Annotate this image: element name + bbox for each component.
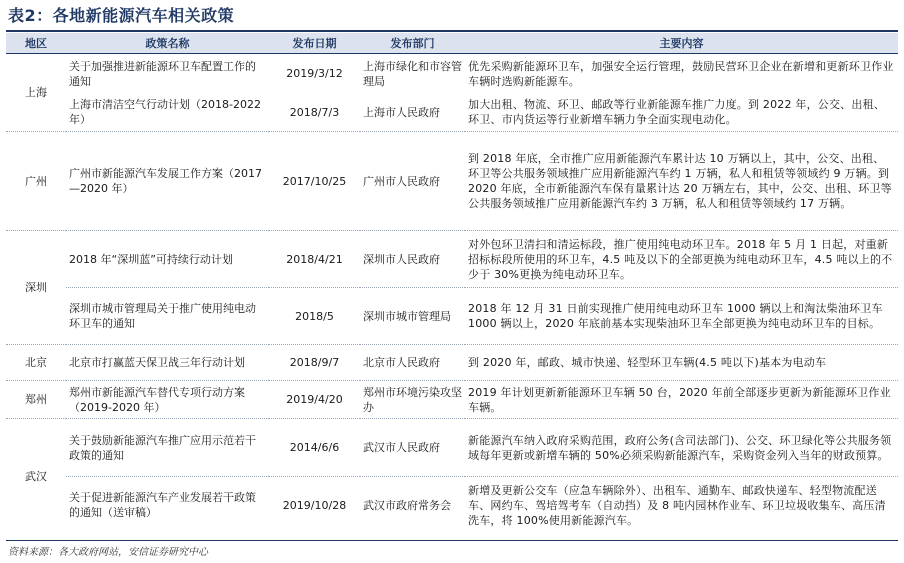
- header-policy: 政策名称: [66, 33, 269, 54]
- table-row: [6, 345, 898, 381]
- header-dept: 发布部门: [360, 33, 465, 54]
- content-cell: 2019 年计划更新新能源环卫车辆 50 台，2020 年前全部逐步更新为新能源环卫作业车辆。: [465, 381, 898, 419]
- content-cell: 优先采购新能源环卫车，加强安全运行管理，鼓励民营环卫企业在新增和更新环卫作业车辆时选购新能源车。: [468, 59, 894, 88]
- date-cell: 2017/10/25: [269, 132, 360, 231]
- content-cell: 对外包环卫清扫和清运标段，推广使用纯电动环卫车。2018 年 5 月 1 日起，对重新招标标段所使用的环卫车，4.5 吨及以下的全部更换为纯电动环卫车，4.5 吨以上的不少于 30%更换为纯电动环卫车。: [465, 231, 898, 288]
- date-cell: 2019/3/12: [286, 67, 343, 81]
- date-cell: 2018/7/3: [289, 105, 340, 119]
- table-row: [6, 231, 898, 288]
- policy-name-cell: 上海市清洁空气行动计划（2018-2022 年）: [69, 98, 261, 127]
- policy-name-cell: 深圳市城市管理局关于推广使用纯电动环卫车的通知: [66, 288, 269, 345]
- date-cell: 2019/4/20: [269, 381, 360, 419]
- header-region: 地区: [6, 33, 66, 54]
- dept-cell: 深圳市人民政府: [360, 231, 465, 288]
- region-cell: 深圳: [6, 231, 66, 345]
- policy-name-cell: 关于鼓励新能源汽车推广应用示范若干政策的通知: [66, 419, 269, 477]
- dept-cell: 上海市绿化和市容管理局: [363, 59, 462, 88]
- dept-cell: 广州市人民政府: [360, 132, 465, 231]
- bottom-rule: [6, 540, 898, 541]
- region-cell: 北京: [6, 345, 66, 381]
- table-row: [6, 477, 898, 534]
- policy-name-cell: 关于促进新能源汽车产业发展若干政策的通知（送审稿）: [66, 477, 269, 534]
- table-row: [6, 288, 898, 345]
- header-row: [6, 33, 898, 54]
- top-rule: [6, 30, 898, 32]
- region-cell: 郑州: [6, 381, 66, 419]
- content-cell: 加大出租、物流、环卫、邮政等行业新能源车推广力度。到 2022 年，公交、出租、环卫、市内货运等行业新增车辆力争全面实现电动化。: [468, 98, 885, 127]
- table-row: [6, 419, 898, 477]
- date-cell: 2019/10/28: [269, 477, 360, 534]
- policy-name-cell: 关于加强推进新能源环卫车配置工作的通知: [69, 59, 256, 88]
- policy-name-cell: 广州市新能源汽车发展工作方案（2017—2020 年）: [66, 132, 269, 231]
- policy-name-cell: 郑州市新能源汽车替代专项行动方案（2019-2020 年）: [66, 381, 269, 419]
- table-row: [6, 94, 898, 132]
- dept-cell: 上海市人民政府: [363, 105, 440, 119]
- date-cell: 2018/9/7: [269, 345, 360, 381]
- date-cell: 2014/6/6: [269, 419, 360, 477]
- table-row: [6, 54, 898, 94]
- dept-cell: 武汉市政府常务会: [360, 477, 465, 534]
- content-cell: 2018 年 12 月 31 日前实现推广使用纯电动环卫车 1000 辆以上和淘汰柴油环卫车 1000 辆以上，2020 年底前基本实现柴油环卫车全部更换为纯电动环卫车的目标。: [465, 288, 898, 345]
- date-cell: 2018/4/21: [269, 231, 360, 288]
- content-cell: 到 2020 年，邮政、城市快递、轻型环卫车辆(4.5 吨以下)基本为电动车: [465, 345, 898, 381]
- header-date: 发布日期: [269, 33, 360, 54]
- dept-cell: 郑州市环境污染攻坚办: [360, 381, 465, 419]
- header-content: 主要内容: [465, 33, 898, 54]
- policy-name-cell: 2018 年“深圳蓝”可持续行动计划: [66, 231, 269, 288]
- dept-cell: 深圳市城市管理局: [360, 288, 465, 345]
- region-cell: 武汉: [6, 419, 66, 534]
- dept-cell: 武汉市人民政府: [360, 419, 465, 477]
- table-row: [6, 381, 898, 419]
- content-cell: 新增及更新公交车（应急车辆除外）、出租车、通勤车、邮政快递车、轻型物流配送车、网约车、驾培驾考车（自动挡）及 8 吨内园林作业车、环卫垃圾收集车、高压清洗车，将 100%使用新能源汽车。: [465, 477, 898, 534]
- content-cell: 新能源汽车纳入政府采购范围，政府公务(含司法部门)、公交、环卫绿化等公共服务领域每年更新或新增车辆的 50%必须采购新能源汽车，采购资金列入当年的财政预算。: [465, 419, 898, 477]
- policy-name-cell: 北京市打赢蓝天保卫战三年行动计划: [66, 345, 269, 381]
- source-note: 资料来源：各大政府网站，安信证券研究中心: [8, 547, 208, 558]
- table-row: [6, 132, 898, 231]
- dept-cell: 北京市人民政府: [360, 345, 465, 381]
- date-cell: 2018/5: [269, 288, 360, 345]
- region-cell: 上海: [25, 86, 47, 99]
- region-cell: 广州: [6, 132, 66, 231]
- table-title: 表2：各地新能源汽车相关政策: [8, 6, 235, 25]
- policy-table: [6, 33, 898, 534]
- content-cell: 到 2018 年底，全市推广应用新能源汽车累计达 10 万辆以上，其中，公交、出租、环卫等公共服务领域推广应用新能源汽车约 1 万辆，私人和租赁等领域约 9 万辆。到 2020 年底，全市新能源汽车保有量累计达 20 万辆左右，其中，公交、出租、环卫等公共服务领域推广应用新能源汽车约 3 万辆，私人和租赁等领域约 17 万辆。: [465, 132, 898, 231]
